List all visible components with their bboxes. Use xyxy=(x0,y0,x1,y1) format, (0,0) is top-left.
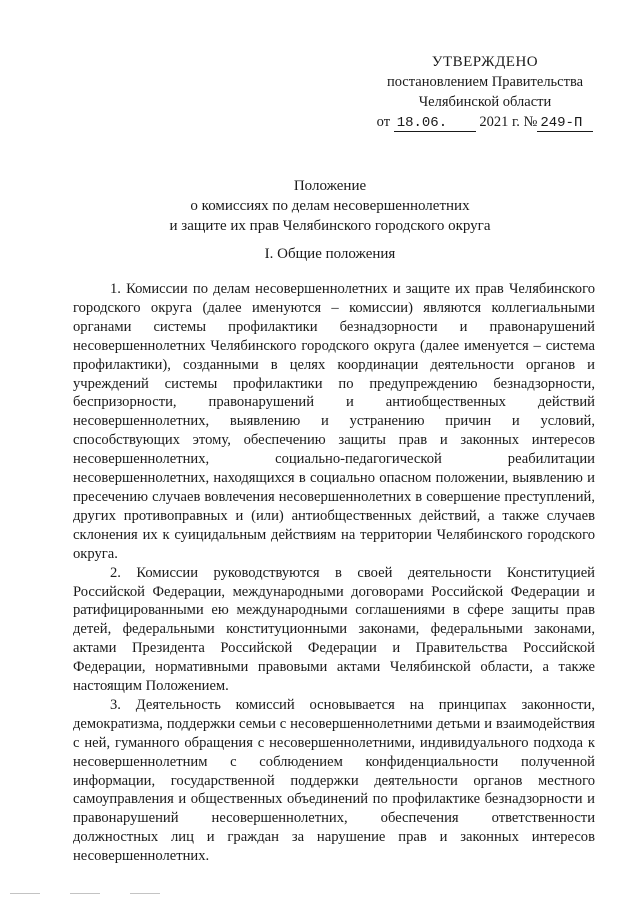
approval-date-line xyxy=(360,112,610,132)
approval-line-1: постановлением Правительства xyxy=(386,74,584,90)
scan-mark xyxy=(10,893,40,894)
scan-mark xyxy=(130,893,160,894)
document-subtitle-line-1: о комиссиях по делам несовершеннолетних xyxy=(190,198,470,214)
date-prefix: от xyxy=(376,114,391,130)
document-heading xyxy=(60,176,600,236)
document-body xyxy=(73,280,595,866)
approval-stamp-title: УТВЕРЖДЕНО xyxy=(431,54,539,70)
approval-block xyxy=(360,52,610,132)
paragraph: 2. Комиссии руководствуются в своей деятельности Конституцией Российской Федерации, международными договорами Российской Федерации и ратифицированными ею международными соглашениями в сфере защиты прав детей, федеральными конституционными законами, федеральными законами, актами Президента Российской Федерации и Правительства Российской Федерации, нормативными правовыми актами Челябинской области, а также настоящим Положением. xyxy=(73,564,595,695)
approval-number: 249-П xyxy=(537,115,593,132)
approval-line-2: Челябинской области xyxy=(418,94,552,110)
document-subtitle-line-2: и защите их прав Челябинского городского округа xyxy=(169,218,491,234)
approval-year: 2021 г. № xyxy=(479,114,538,130)
scan-mark xyxy=(70,893,100,894)
scan-footer-marks xyxy=(10,893,160,896)
paragraph: 3. Деятельность комиссий основывается на принципах законности, демократизма, поддержки семьи с несовершеннолетними детьми и взаимодействия с ней, гуманного обращения с несовершеннолетними, индивидуального подхода к несовершеннолетним с соблюдением конфиденциальности полученной информации, государственной поддержки деятельности органов местного самоуправления и общественных объединений по профилактике безнадзорности и правонарушений несовершеннолетних, обеспечения ответственности должностных лиц и граждан за нарушение прав и законных интересов несовершеннолетних. xyxy=(73,696,595,865)
section-title: I. Общие положения xyxy=(264,246,396,262)
document-title: Положение xyxy=(293,178,367,194)
approval-date: 18.06. xyxy=(394,115,476,132)
paragraph: 1. Комиссии по делам несовершеннолетних и защите их прав Челябинского городского округа (далее именуются – комиссии) являются коллегиальными органами системы профилактики безнадзорности и правонарушений несовершеннолетних Челябинского городского округа (далее именуется – система профилактики), созданными в целях координации деятельности органов и учреждений системы профилактики по предупреждению безнадзорности, беспризорности, правонарушений и антиобщественных действий несовершеннолетних, выявлению и устранению причин и условий, способствующих этому, обеспечению защиты прав и законных интересов несовершеннолетних, социально-педагогической реабилитации несовершеннолетних, находящихся в социально опасном положении, выявлению и пресечению случаев вовлечения несовершеннолетних в совершение преступлений, других противоправных и (или) антиобщественных действий, а также случаев склонения их к суицидальным действиям на территории Челябинского городского округа. xyxy=(73,281,595,562)
